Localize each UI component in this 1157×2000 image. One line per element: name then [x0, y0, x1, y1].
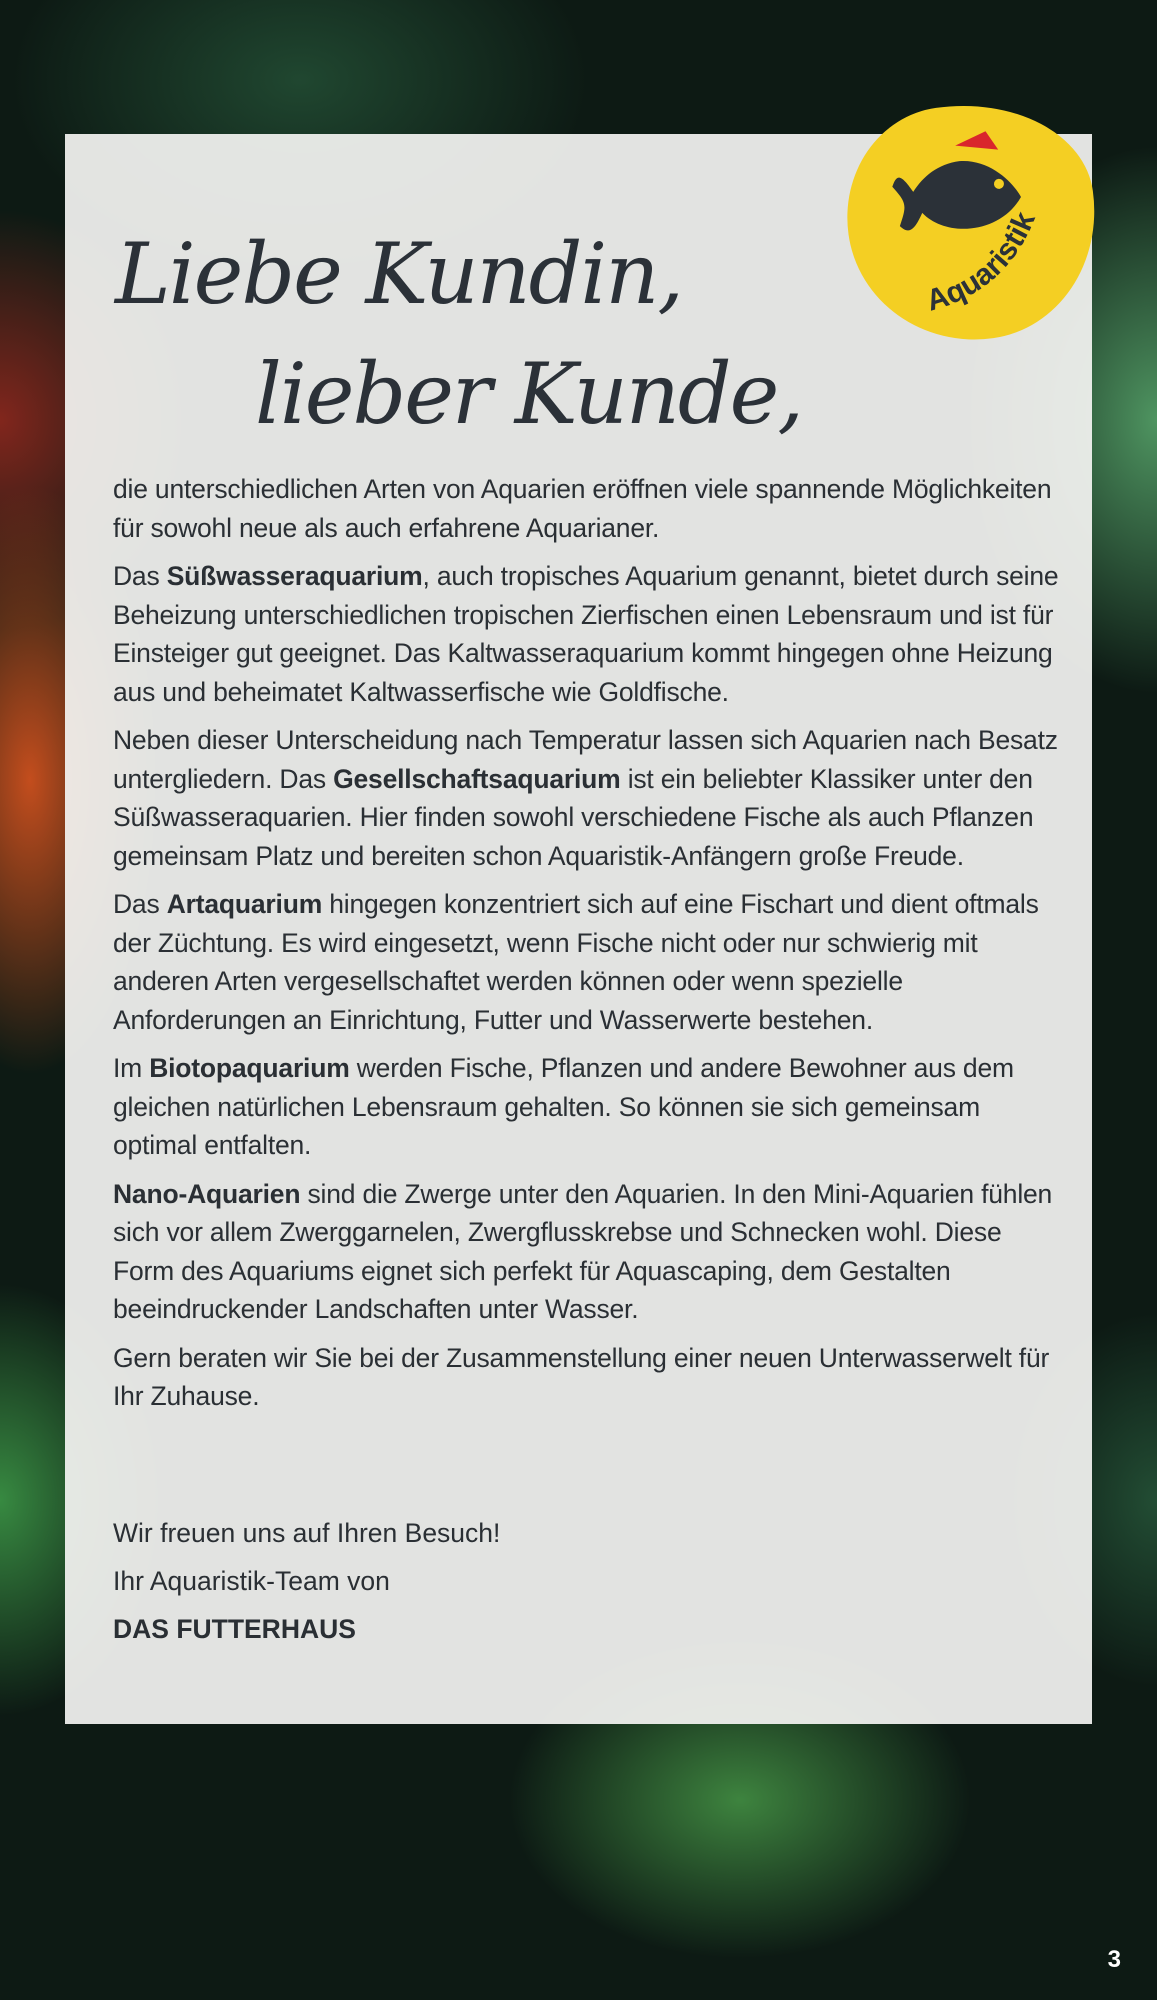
body-paragraph — [113, 885, 1063, 1039]
closing-line-2: Ihr Aquaristik-Team von — [113, 1566, 390, 1596]
body-paragraph — [113, 1049, 1063, 1165]
greeting-heading — [115, 214, 875, 454]
page-number: 3 — [1107, 1946, 1121, 1973]
paragraph-text: werden Fische, Pflanzen und andere Bewohner aus dem gleichen natürlichen Lebensraum gehalten. So können sie sich gemeinsam optimal entfalten. — [113, 1053, 1014, 1160]
letter-body — [113, 470, 1063, 1426]
letter-closing — [113, 1514, 500, 1658]
paragraph-text: hingegen konzentriert sich auf eine Fischart und dient oftmals der Züchtung. Es wird eingesetzt, wenn Fische nicht oder nur schwierig mit anderen Arten vergesellschaftet werden können oder wenn spezielle Anforderungen an Einrichtung, Futter und Wasserwerte bestehen. — [113, 889, 1039, 1035]
highlight-term: Nano-Aquarien — [113, 1178, 301, 1209]
body-paragraph — [113, 470, 1063, 547]
paragraph-text: , auch tropisches Aquarium genannt, bietet durch seine Beheizung unterschiedlichen tropischen Zierfischen einen Lebensraum und ist für Einsteiger gut geeignet. Das Kaltwasseraquarium kommt hingegen ohne Heizung aus und beheimatet Kaltwasserfische wie Goldfische. — [113, 561, 1059, 707]
aquaristik-badge — [833, 88, 1111, 356]
body-paragraph — [113, 557, 1063, 711]
paragraph-text: die unterschiedlichen Arten von Aquarien eröffnen viele spannende Möglichkeiten für sowohl neue als auch erfahrene Aquarianer. — [113, 474, 1052, 543]
highlight-term: Süßwasseraquarium — [166, 561, 423, 591]
body-paragraph — [113, 721, 1063, 875]
fish-icon — [886, 128, 1024, 239]
greeting-line-1: Liebe Kundin, — [115, 225, 683, 323]
highlight-term: Artaquarium — [166, 889, 323, 919]
badge-label: Aquaristik — [922, 207, 1042, 318]
paragraph-text: Im — [113, 1053, 150, 1083]
body-paragraph — [113, 1175, 1063, 1329]
paragraph-text: Das — [113, 561, 167, 591]
greeting-line-2: lieber Kunde, — [255, 345, 803, 443]
paragraph-text: Das — [113, 889, 167, 919]
badge-graphic — [833, 88, 1111, 356]
paragraph-text: Neben dieser Unterscheidung nach Temperatur lassen sich Aquarien nach Besatz untergliedern. Das — [113, 725, 1058, 794]
fish-fin-red — [954, 130, 998, 156]
letter-card — [65, 134, 1092, 1724]
body-paragraph — [113, 1339, 1063, 1416]
paragraph-text: Gern beraten wir Sie bei der Zusammenstellung einer neuen Unterwasserwelt für Ihr Zuhause. — [113, 1342, 1050, 1411]
paragraph-text: sind die Zwerge unter den Aquarien. In den Mini-Aquarien fühlen sich vor allem Zwerggarnelen, Zwergflusskrebse und Schnecken wohl. Diese Form des Aquariums eignet sich perfekt für Aquascaping, dem Gestalten beeindruckender Landschaften unter Wasser. — [113, 1178, 1053, 1324]
brand-signature: DAS FUTTERHAUS — [113, 1614, 356, 1644]
closing-line-1: Wir freuen uns auf Ihren Besuch! — [113, 1518, 501, 1548]
highlight-term: Gesellschaftsaquarium — [333, 763, 621, 794]
highlight-term: Biotopaquarium — [149, 1053, 350, 1083]
paragraph-text: ist ein beliebter Klassiker unter den Süßwasseraquarien. Hier finden sowohl verschiedene Fische als auch Pflanzen gemeinsam Platz und bereiten schon Aquaristik-Anfängern große Freude. — [113, 763, 1034, 871]
